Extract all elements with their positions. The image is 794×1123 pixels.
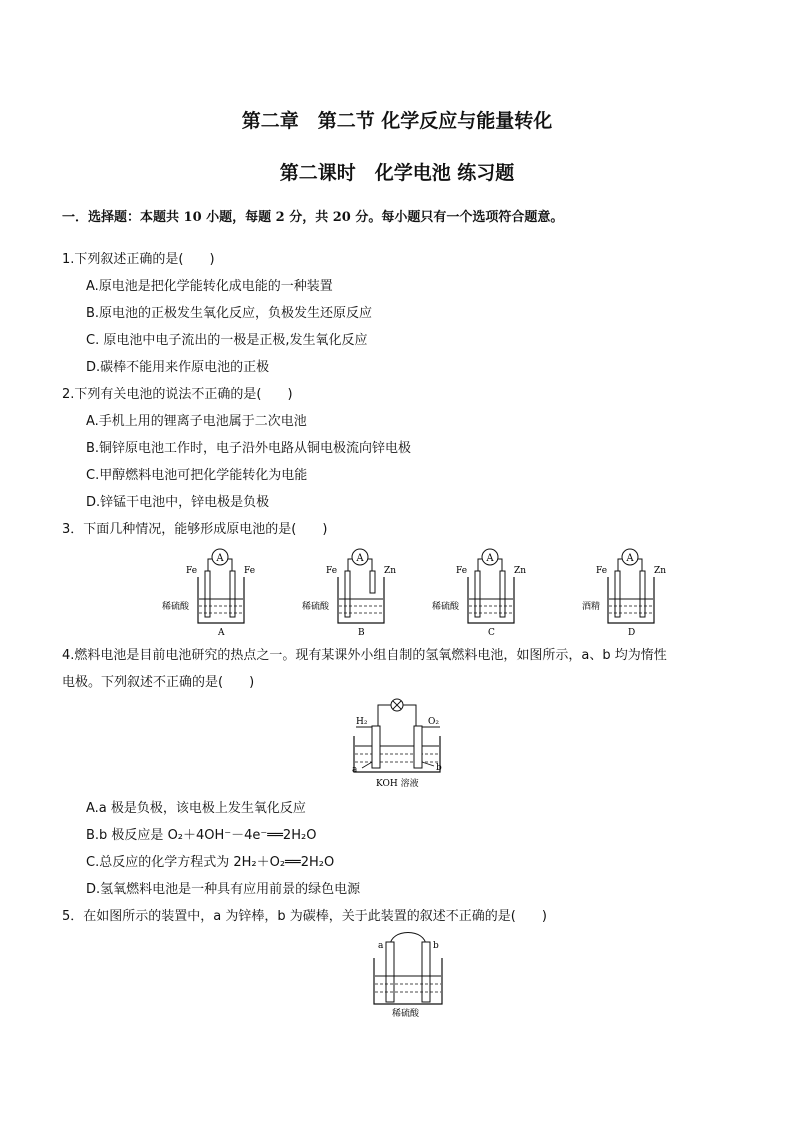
question-1-stem: 1.下列叙述正确的是( ) xyxy=(62,252,215,267)
liquid-label: 稀硫酸 xyxy=(392,1009,420,1019)
question-4-option-a: A.a 极是负极，该电极上发生氧化反应 xyxy=(86,801,306,816)
ammeter-symbol: A xyxy=(216,553,224,564)
beaker-figure-b xyxy=(302,549,396,638)
figure-letter: B xyxy=(358,628,365,638)
lesson-subtitle: 第二课时 化学电池 练习题 xyxy=(279,162,515,184)
electrode-right-label: Zn xyxy=(384,566,397,576)
question-4-option-b: B.b 极反应是 O₂＋4OH⁻－4e⁻══2H₂O xyxy=(86,828,317,843)
question-1-option-a: A.原电池是把化学能转化成电能的一种装置 xyxy=(86,279,333,294)
question-2-option-d: D.锌锰干电池中，锌电极是负极 xyxy=(86,495,270,510)
question-4-option-c: C.总反应的化学方程式为 2H₂＋O₂══2H₂O xyxy=(86,855,335,870)
electrode-b-label: b xyxy=(436,763,442,773)
solution-label: KOH 溶液 xyxy=(376,779,419,789)
liquid-label: 稀硫酸 xyxy=(162,602,190,612)
pointer-a xyxy=(362,762,372,768)
pointer-b xyxy=(422,762,434,766)
ammeter-symbol: A xyxy=(626,553,634,564)
electrode-left-label: Fe xyxy=(326,566,338,576)
question-2-option-b: B.铜锌原电池工作时，电子沿外电路从铜电极流向锌电极 xyxy=(86,441,412,456)
question-1-option-d: D.碳棒不能用来作原电池的正极 xyxy=(86,360,270,375)
question-1-option-b: B.原电池的正极发生氧化反应，负极发生还原反应 xyxy=(86,306,373,321)
electrode-right-label: Fe xyxy=(244,566,256,576)
figure-letter: C xyxy=(488,628,495,638)
beaker xyxy=(374,958,442,1004)
beaker-figure-c xyxy=(432,549,526,638)
figure-letter: A xyxy=(218,628,225,638)
gas-left-label: H₂ xyxy=(356,717,368,727)
beaker-figure-d xyxy=(582,549,666,638)
liquid-label: 稀硫酸 xyxy=(302,602,330,612)
electrode-a-label: a xyxy=(352,765,358,775)
electrode-left xyxy=(475,571,480,617)
question-1-option-c: C. 原电池中电子流出的一极是正极,发生氧化反应 xyxy=(86,333,368,348)
electrode-left xyxy=(615,571,620,617)
question-4-fuel-cell-figure xyxy=(342,696,462,792)
question-2-option-a: A.手机上用的锂离子电池属于二次电池 xyxy=(86,414,307,429)
liquid-label: 稀硫酸 xyxy=(432,602,460,612)
chapter-title: 第二章 第二节 化学反应与能量转化 xyxy=(241,110,553,132)
question-2-option-c: C.甲醇燃料电池可把化学能转化为电能 xyxy=(86,468,308,483)
electrode-left-label: Fe xyxy=(596,566,608,576)
electrode-a xyxy=(386,942,394,1002)
wire xyxy=(390,933,426,947)
electrode-right xyxy=(230,571,235,617)
electrode-right-label: Zn xyxy=(654,566,667,576)
electrode-left xyxy=(205,571,210,617)
liquid-label: 酒精 xyxy=(582,602,601,612)
question-5-stem: 5．在如图所示的装置中，a 为锌棒，b 为碳棒，关于此装置的叙述不正确的是( ) xyxy=(62,909,547,924)
beaker-figure-a xyxy=(162,549,255,638)
electrode-left-label: Fe xyxy=(456,566,468,576)
electrode-a xyxy=(372,726,380,768)
question-4-option-d: D.氢氧燃料电池是一种具有应用前景的绿色电源 xyxy=(86,882,361,897)
section-heading: 一．选择题：本题共 10 小题，每题 2 分，共 20 分。每小题只有一个选项符合题意。 xyxy=(62,210,564,225)
gas-right-label: O₂ xyxy=(428,717,439,727)
question-4-stem-line-2: 电极。下列叙述不正确的是( ) xyxy=(62,675,255,690)
question-3-stem: 3．下面几种情况，能够形成原电池的是( ) xyxy=(62,522,328,537)
electrode-right xyxy=(370,571,375,593)
question-4-stem-line-1: 4.燃料电池是目前电池研究的热点之一。现有某课外小组自制的氢氧燃料电池，如图所示，a、b 均为惰性 xyxy=(62,648,667,663)
figure-letter: D xyxy=(628,628,636,638)
electrode-right-label: Zn xyxy=(514,566,527,576)
electrode-b-label: b xyxy=(433,941,439,951)
electrode-b xyxy=(422,942,430,1002)
question-3-figure-set xyxy=(162,543,667,643)
ammeter-symbol: A xyxy=(356,553,364,564)
electrode-a-label: a xyxy=(378,941,384,951)
electrode-b xyxy=(414,726,422,768)
electrode-left-label: Fe xyxy=(186,566,198,576)
question-5-figure xyxy=(366,928,450,1020)
electrode-left xyxy=(345,571,350,617)
electrode-right xyxy=(640,571,645,617)
electrode-right xyxy=(500,571,505,617)
question-2-stem: 2.下列有关电池的说法不正确的是( ) xyxy=(62,387,293,402)
ammeter-symbol: A xyxy=(486,553,494,564)
